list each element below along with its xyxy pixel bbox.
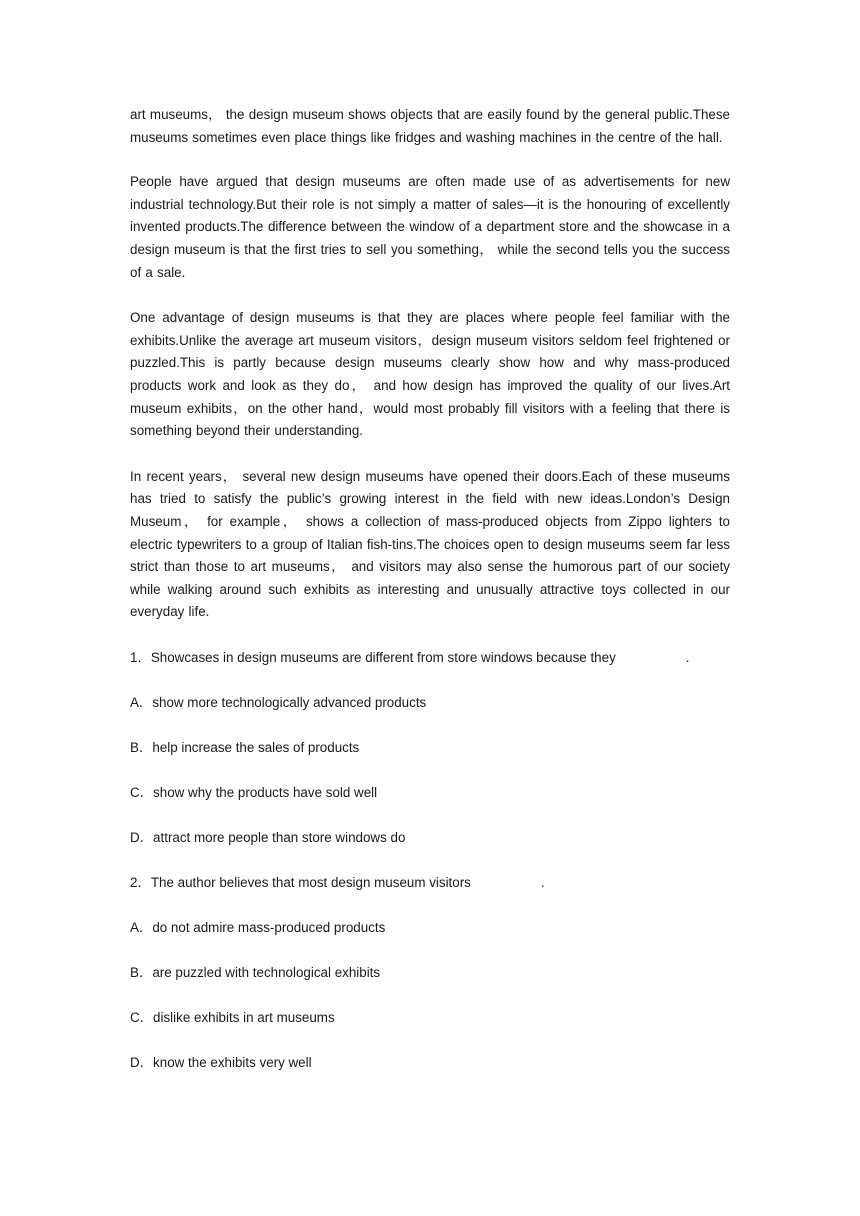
question-2-option-c: C．dislike exhibits in art museums bbox=[130, 1009, 335, 1025]
passage-paragraph-2: People have argued that design museums are often made use of as advertisements for new industrial technology.But their role is not simply a matter of sales—it is the honouring of excellently invented products.The difference between the window of a department store and the showcase in a design museum is that the first tries to sell you something， while the second tells you the success of a sale. bbox=[130, 174, 730, 280]
question-2-stem-text: 2．The author believes that most design museum visitors bbox=[130, 874, 471, 890]
question-1-option-c: C．show why the products have sold well bbox=[130, 784, 378, 800]
passage-paragraph-3: One advantage of design museums is that they are places where people feel familiar with the exhibits.Unlike the average art museum visitors，design museum visitors seldom feel frightened or puzzled.This is partly because design museums clearly show how and why mass-produced products work and look as they do， and how design has improved the quality of our lives.Art museum exhibits，on the other hand，would most probably fill visitors with a feeling that there is something beyond their understanding. bbox=[130, 310, 730, 439]
document-page bbox=[130, 104, 730, 1097]
question-2 bbox=[130, 872, 730, 1075]
question-1-stem bbox=[130, 647, 730, 670]
question-2-option-d: D．know the exhibits very well bbox=[130, 1054, 312, 1070]
question-1-stem-text: 1．Showcases in design museums are different from store windows because they bbox=[130, 649, 616, 665]
question-2-stem bbox=[130, 872, 730, 895]
question-1-end: . bbox=[685, 649, 690, 665]
question-2-option-a: A．do not admire mass-produced products bbox=[130, 919, 386, 935]
question-2-option-b: B．are puzzled with technological exhibits bbox=[130, 964, 381, 980]
question-1-option-d: D．attract more people than store windows do bbox=[130, 829, 406, 845]
question-1 bbox=[130, 647, 730, 850]
question-2-end: . bbox=[540, 874, 545, 890]
question-1-option-b: B．help increase the sales of products bbox=[130, 739, 360, 755]
passage-paragraph-4: In recent years， several new design museums have opened their doors.Each of these museums has tried to satisfy the public’s growing interest in the field with new ideas.London’s Design Museum， for example， shows a collection of mass-produced objects from Zippo lighters to electric typewriters to a group of Italian fish-tins.The choices open to design museums seem far less strict than those to art museums， and visitors may also sense the humorous part of our society while walking around such exhibits as interesting and unusually attractive toys collected in our everyday life. bbox=[130, 468, 730, 620]
question-1-option-a: A．show more technologically advanced products bbox=[130, 694, 427, 710]
passage-paragraph-1: art museums， the design museum shows objects that are easily found by the general public.These museums sometimes even place things like fridges and washing machines in the centre of the hall. bbox=[130, 107, 730, 145]
